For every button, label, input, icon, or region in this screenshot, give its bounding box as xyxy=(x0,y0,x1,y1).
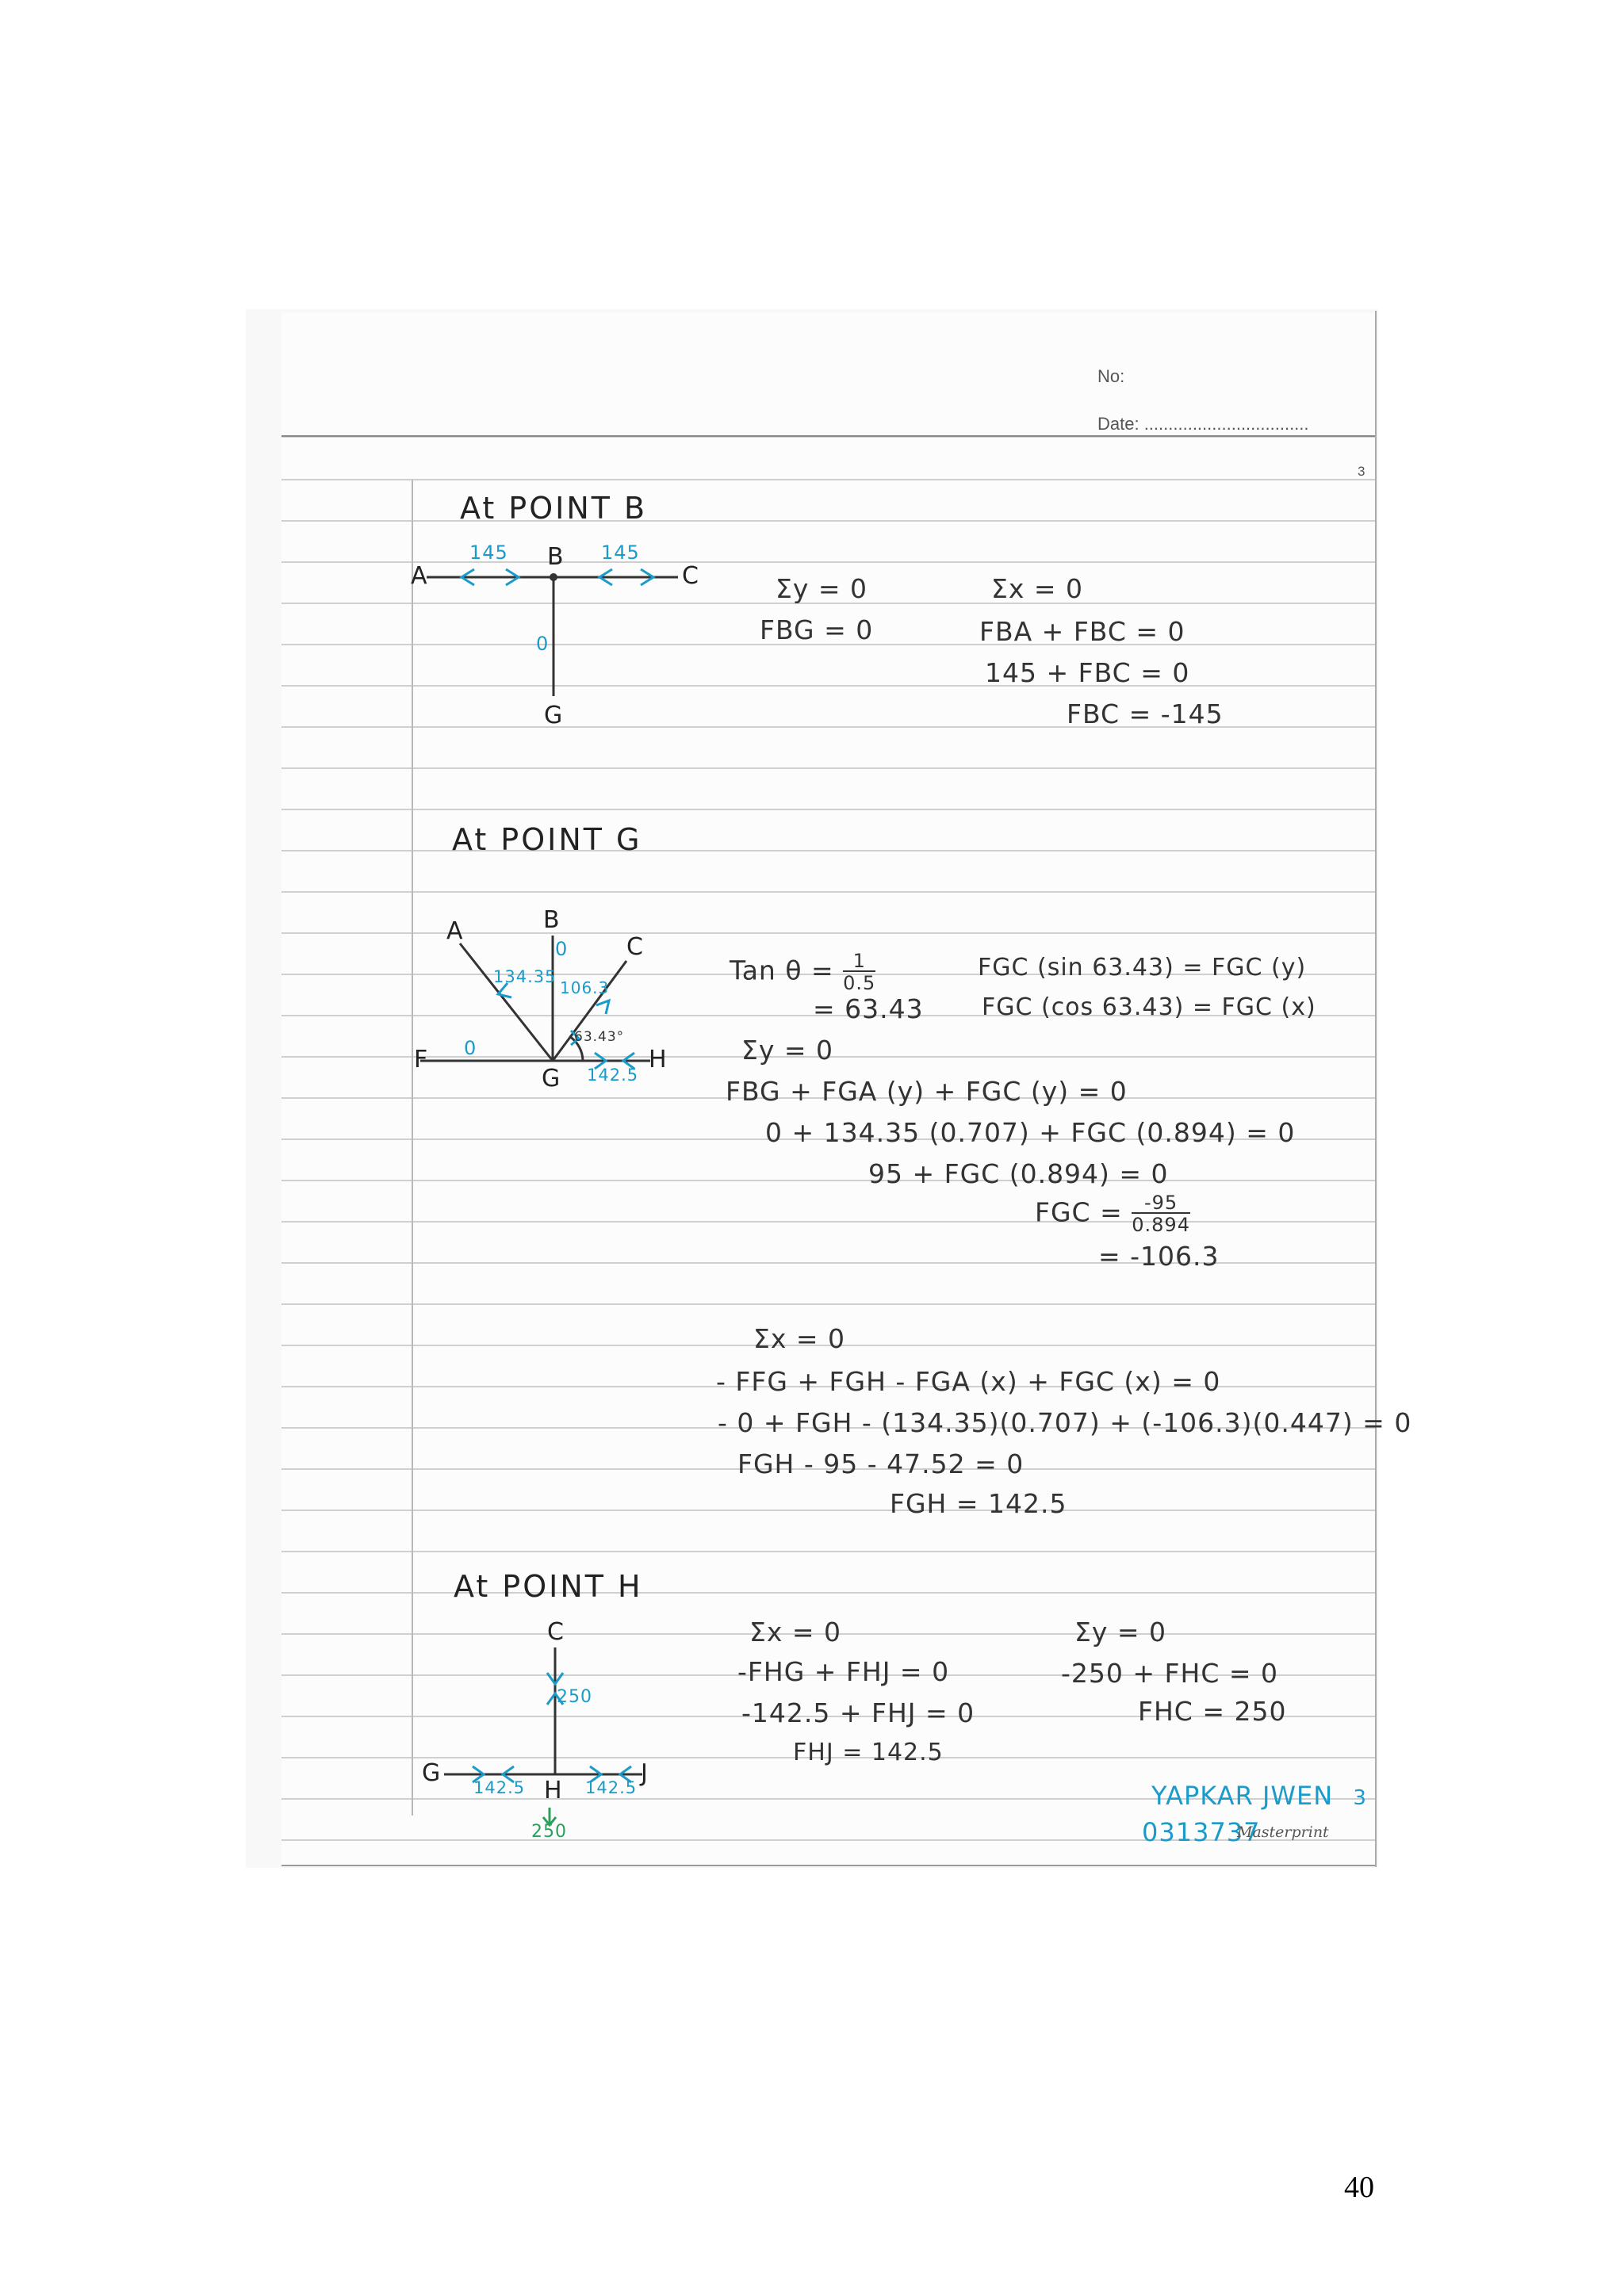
force-gb-value: 0 xyxy=(555,938,569,960)
masterprint-logo: Masterprint xyxy=(1237,1823,1329,1841)
section-h-title: At POINT H xyxy=(454,1569,643,1604)
g-eq2: 0 + 134.35 (0.707) + FGC (0.894) = 0 xyxy=(765,1117,1296,1148)
g-eq6: - FFG + FGH - FGA (x) + FGC (x) = 0 xyxy=(716,1366,1221,1397)
g-node-a-label: A xyxy=(446,917,464,945)
g-node-c-label: C xyxy=(626,933,644,961)
no-label: No: xyxy=(1097,366,1125,386)
student-name xyxy=(1151,1781,1367,1811)
g-eq7: - 0 + FGH - (134.35)(0.707) + (-106.3)(0.447) = 0 xyxy=(718,1407,1412,1438)
node-g-label: G xyxy=(544,702,564,729)
h-eq1: -FHG + FHJ = 0 xyxy=(737,1656,950,1687)
g-eq3: 95 + FGC (0.894) = 0 xyxy=(868,1158,1169,1189)
h-node-j-label: J xyxy=(641,1759,649,1787)
h-sumy: Σy = 0 xyxy=(1074,1617,1167,1647)
g-tan-num: 1 xyxy=(852,950,866,972)
b-eq2: 145 + FBC = 0 xyxy=(985,657,1190,688)
g-node-f-label: F xyxy=(414,1046,429,1073)
g-eq4-den: 0.894 xyxy=(1132,1214,1190,1236)
angle-value: 63.43° xyxy=(574,1029,625,1045)
g-tan-den: 0.5 xyxy=(843,972,876,994)
b-fbg: FBG = 0 xyxy=(760,614,874,645)
force-bg-value: 0 xyxy=(536,633,550,655)
student-id: 0313737 xyxy=(1142,1817,1261,1847)
h-sumx: Σx = 0 xyxy=(749,1617,842,1647)
g-eq1: FBG + FGA (y) + FGC (y) = 0 xyxy=(726,1076,1128,1107)
h-node-g-label: G xyxy=(422,1759,442,1787)
node-b-label: B xyxy=(547,543,565,571)
h-eq4: -250 + FHC = 0 xyxy=(1061,1658,1278,1689)
sheet-number: 3 xyxy=(1358,464,1365,479)
h-eq2: -142.5 + FHJ = 0 xyxy=(741,1697,975,1728)
force-hc-value: 250 xyxy=(557,1687,592,1707)
g-node-g-label: G xyxy=(542,1065,561,1093)
b-eq3: FBC = -145 xyxy=(1067,698,1224,729)
force-bc-value: 145 xyxy=(601,541,640,564)
force-gh-value: 142.5 xyxy=(587,1066,639,1085)
g-tan-prefix: Tan θ = xyxy=(730,955,834,986)
force-hj-value: 142.5 xyxy=(585,1778,638,1797)
g-eq8: FGH - 95 - 47.52 = 0 xyxy=(737,1448,1025,1479)
g-fgc-y: FGC (sin 63.43) = FGC (y) xyxy=(978,954,1307,982)
g-node-b-label: B xyxy=(543,906,561,934)
force-ga-value: 134.35 xyxy=(493,967,557,986)
h-node-h-label: H xyxy=(544,1777,563,1804)
g-node-h-label: H xyxy=(649,1046,668,1073)
section-b-title: At POINT B xyxy=(460,491,648,526)
section-g-title: At POINT G xyxy=(452,822,642,857)
node-c-label: C xyxy=(682,562,699,590)
force-gf-value: 0 xyxy=(464,1037,477,1059)
student-name-suffix: 3 xyxy=(1353,1786,1367,1810)
force-ab-value: 145 xyxy=(469,541,508,564)
b-eq1: FBA + FBC = 0 xyxy=(979,616,1185,647)
load-value: 250 xyxy=(531,1822,567,1842)
g-sumx: Σx = 0 xyxy=(753,1323,846,1354)
h-eq3: FHJ = 142.5 xyxy=(793,1739,944,1766)
h-eq5: FHC = 250 xyxy=(1138,1696,1287,1727)
b-sumy: Σy = 0 xyxy=(776,573,868,604)
g-eq4-prefix: FGC = xyxy=(1035,1196,1123,1228)
date-label: Date: .................................. xyxy=(1097,414,1309,434)
force-gc-value: 106.3 xyxy=(560,978,610,997)
b-sumx: Σx = 0 xyxy=(991,573,1084,604)
force-hg-value: 142.5 xyxy=(473,1778,526,1797)
node-a-label: A xyxy=(411,562,428,590)
student-name-text: YAPKAR JWEN xyxy=(1151,1781,1334,1811)
page-number: 40 xyxy=(1344,2171,1374,2204)
g-eq4-num: -95 xyxy=(1144,1192,1178,1214)
g-sumy: Σy = 0 xyxy=(741,1035,834,1066)
g-fgc-x: FGC (cos 63.43) = FGC (x) xyxy=(982,993,1316,1021)
g-eq5: = -106.3 xyxy=(1098,1241,1220,1272)
g-eq9: FGH = 142.5 xyxy=(890,1488,1067,1519)
g-tan-result: = 63.43 xyxy=(813,993,924,1024)
h-node-c-label: C xyxy=(547,1618,565,1646)
